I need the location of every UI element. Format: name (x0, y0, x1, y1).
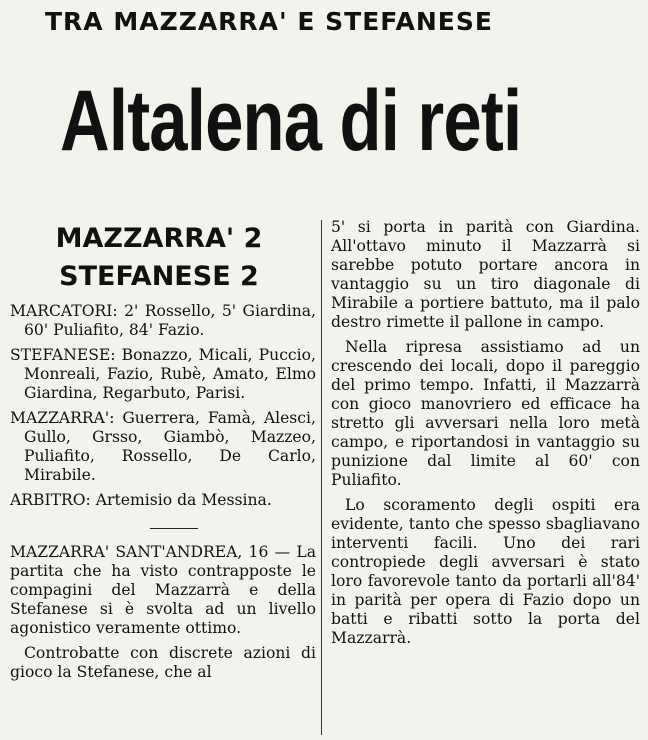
body-lead-paragraph: MAZZARRA' SANT'ANDREA, 16 — La partita che ha visto contrapposte le compagini del Mazzarrà e della Stefanese si è svolta ad un livello agonistico veramente ottimo. (10, 543, 316, 637)
article-headline: Altalena di reti (60, 73, 522, 169)
mazzarra-lineup: MAZZARRA': Guerrera, Famà, Alesci, Gullo, Grsso, Giambò, Mazzeo, Puliafito, Rossello, De Carlo, Mirabile. (10, 409, 316, 484)
body-paragraph-3: Nella ripresa assistiamo ad un crescendo dei locali, dopo il pareggio del primo tempo. Infatti, il Mazzarrà con gioco manovriero ed efficace ha stretto gli avversari nella loro metà campo, e riportandosi in vantaggio su punizione dal limite al 60' con Puliafito. (331, 338, 640, 489)
right-column (331, 218, 640, 654)
body-paragraph-2-start: Controbatte con discrete azioni di gioco la Stefanese, che al (10, 644, 316, 681)
score-away: STEFANESE 2 (59, 261, 259, 292)
body-paragraph-2-end: 5' si porta in parità con Giardina. All'ottavo minuto il Mazzarrà si sarebbe potuto portare ancora in vantaggio su un tiro diagonale di Mirabile a portiere battuto, ma il palo destro rimette il pallone in campo. (331, 218, 640, 331)
scorers-line: MARCATORI: 2' Rossello, 5' Giardina, 60' Puliafito, 84' Fazio. (10, 302, 316, 339)
article-kicker: TRA MAZZARRA' E STEFANESE (45, 7, 493, 36)
section-separator (150, 528, 198, 529)
left-column (10, 218, 316, 688)
column-divider (321, 220, 322, 735)
referee-line: ARBITRO: Artemisio da Messina. (10, 491, 272, 509)
stefanese-lineup: STEFANESE: Bonazzo, Micali, Puccio, Monreali, Fazio, Rubè, Amato, Elmo Giardina, Regarbuto, Parisi. (10, 346, 316, 402)
body-paragraph-4: Lo scoramento degli ospiti era evidente, tanto che spesso sbagliavano interventi facili. Uno dei rari contropiede degli avversari è stato loro favorevole tanto da portarli all'84' in parità per opera di Fazio dopo un batti e ribatti sotto la porta del Mazzarrà. (331, 496, 640, 647)
score-home: MAZZARRA' 2 (55, 223, 263, 254)
